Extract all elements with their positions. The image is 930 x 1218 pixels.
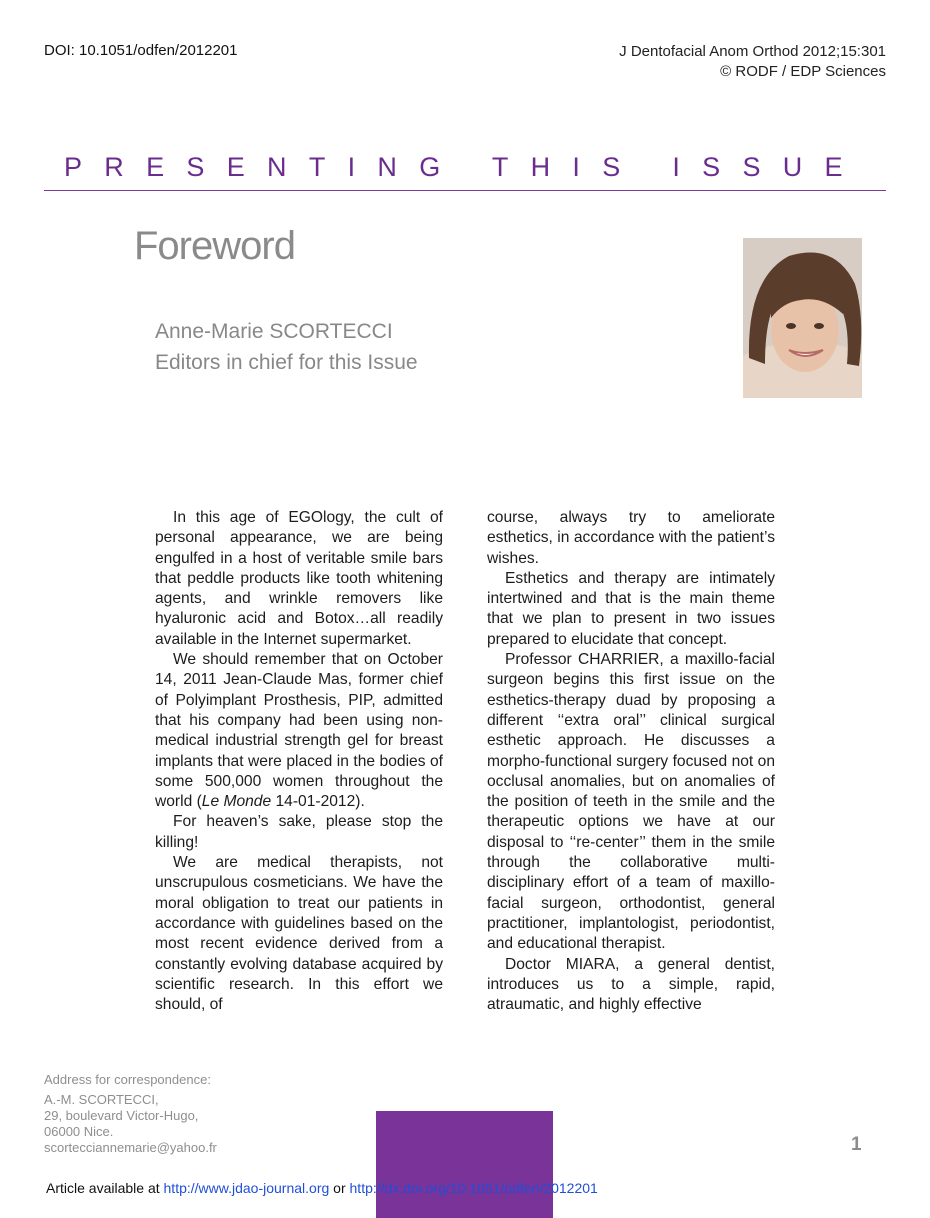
article-title: Foreword [134, 224, 295, 268]
paragraph: Professor CHARRIER, a maxillo-facial surgeon begins this first issue on the esthetics-therapy duad by proposing a different ‘‘extra oral’’ clinical surgical esthetic approach. He discusses a morpho-functional surgery focused not on occlusal anomalies, but on anomalies of the position of teeth in the smile and the therapeutic options we have at our disposal to ‘‘re-center’’ them in the smile through the collaborative multi-disciplinary effort of a team of maxillo-facial surgeon, orthodontist, general practitioner, implantologist, periodontist, and educational therapist. [487, 651, 775, 953]
email-address: scortecciannemarie@yahoo.fr [44, 1140, 217, 1155]
paragraph: For heaven’s sake, please stop the killing! [155, 813, 443, 851]
address-line: 29, boulevard Victor-Hugo, [44, 1108, 199, 1123]
doi: DOI: 10.1051/odfen/2012201 [44, 42, 238, 59]
author-role: Editors in chief for this Issue [155, 351, 418, 374]
text-column-left [155, 508, 443, 1015]
section-banner [44, 152, 886, 191]
banner-text: PRESENTING THIS ISSUE [64, 152, 865, 182]
paragraph: course, always try to ameliorate esthetics, in accordance with the patient’s wishes. [487, 509, 775, 567]
author-photo [743, 238, 862, 398]
text-column-right [487, 508, 775, 1015]
footer-or: or [329, 1180, 350, 1196]
correspondence-address [44, 1072, 217, 1156]
paragraph-text: We should remember that on October 14, 2011 Jean-Claude Mas, former chief of Polyimplant Prosthesis, PIP, admitted that his company had been using non-medical industrial strength gel for breast implants that were placed in the bodies of some 500,000 women throughout the world ( [155, 651, 443, 811]
author-block [155, 316, 418, 378]
journal-citation: J Dentofacial Anom Orthod 2012;15:301 [619, 43, 886, 60]
paragraph: Esthetics and therapy are intimately intertwined and that is the main theme that we plan to present in two issues prepared to elucidate that concept. [487, 569, 775, 648]
doi-link[interactable]: http://dx.doi.org/10.1051/odfen/2012201 [349, 1180, 598, 1196]
paragraph [155, 650, 443, 812]
citation-source: Le Monde [201, 793, 272, 811]
decorative-block [376, 1111, 553, 1218]
journal-info [619, 42, 886, 82]
paragraph: Doctor MIARA, a general dentist, introduces us to a simple, rapid, atraumatic, and highly effective [487, 955, 775, 1014]
copyright: © RODF / EDP Sciences [720, 63, 886, 80]
address-line: A.-M. SCORTECCI, [44, 1092, 159, 1107]
page-number: 1 [851, 1134, 862, 1155]
address-line: 06000 Nice. [44, 1124, 114, 1139]
journal-link[interactable]: http://www.jdao-journal.org [163, 1180, 330, 1196]
portrait-image [743, 238, 862, 398]
correspondence-label: Address for correspondence: [44, 1072, 211, 1087]
citation-date: 14-01-2012). [271, 793, 365, 811]
footer-availability [46, 1180, 598, 1196]
footer-prefix: Article available at [46, 1180, 164, 1196]
paragraph: In this age of EGOlogy, the cult of personal appearance, we are being engulfed in a host of veritable smile bars that peddle products like tooth whitening agents, and wrinkle removers like hyaluronic acid and Botox…all readily available in the Internet supermarket. [155, 509, 443, 648]
author-name: Anne-Marie SCORTECCI [155, 320, 393, 343]
paragraph: We are medical therapists, not unscrupulous cosmeticians. We have the moral obligation to treat our patients in accordance with guidelines based on the most recent evidence derived from a constantly evolving database acquired by scientific research. In this effort we should, of [155, 854, 443, 1014]
